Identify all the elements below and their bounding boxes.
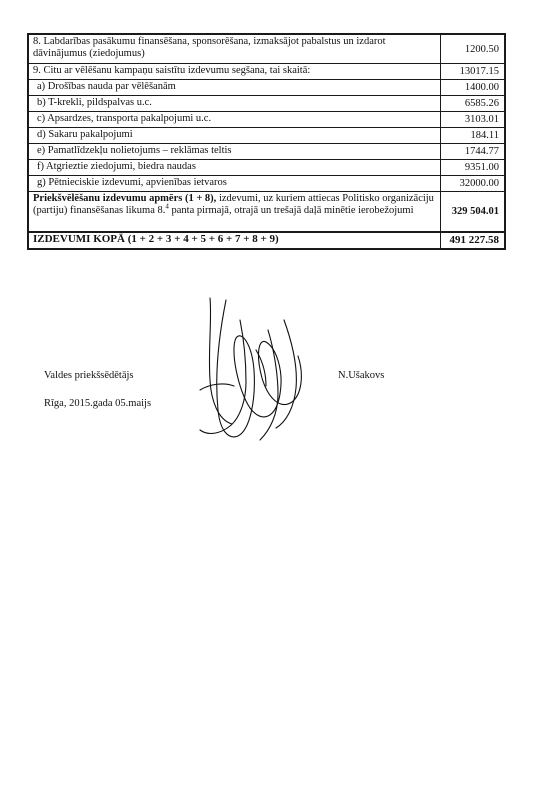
row-label: d) Sakaru pakalpojumi bbox=[29, 128, 441, 143]
row-value: 1400.00 bbox=[464, 82, 499, 94]
row-value: 32000.00 bbox=[459, 178, 499, 190]
row-label: e) Pamatlīdzekļu nolietojums – reklāmas teltis bbox=[29, 144, 441, 159]
row-label: 9. Citu ar vēlēšanu kampaņu saistītu izdevumu segšana, tai skaitā: bbox=[29, 64, 441, 79]
signer-name: N.Ušakovs bbox=[338, 370, 385, 381]
table-row bbox=[29, 63, 504, 79]
row-label: b) T-krekli, pildspalvas u.c. bbox=[29, 96, 441, 111]
table-row bbox=[29, 175, 504, 191]
row-value: 9351.00 bbox=[464, 162, 499, 174]
table-row bbox=[29, 111, 504, 127]
row-label: g) Pētnieciskie izdevumi, apvienības ietvaros bbox=[29, 176, 441, 191]
total-row bbox=[29, 231, 504, 248]
pre-election-value: 329 504.01 bbox=[451, 206, 499, 218]
signer-position: Valdes priekšsēdētājs bbox=[44, 370, 134, 381]
pre-election-label-part1: izdevumi, uz kuriem attiecas Politisko organizāciju (partiju) finansēšanas likuma 8. bbox=[33, 193, 434, 216]
total-value: 491 227.58 bbox=[449, 234, 499, 247]
handwritten-signature bbox=[180, 290, 330, 450]
table-row bbox=[29, 79, 504, 95]
expenses-table bbox=[27, 33, 506, 250]
pre-election-row bbox=[29, 191, 504, 231]
row-label: f) Atgrieztie ziedojumi, biedra naudas bbox=[29, 160, 441, 175]
table-row bbox=[29, 95, 504, 111]
row-label: c) Apsardzes, transporta pakalpojumi u.c. bbox=[29, 112, 441, 127]
row-value: 1744.77 bbox=[464, 146, 499, 158]
pre-election-label-sup: 4 bbox=[165, 202, 169, 210]
table-row bbox=[29, 159, 504, 175]
row-value: 6585.26 bbox=[464, 98, 499, 110]
row-value: 13017.15 bbox=[459, 66, 499, 78]
row-value: 3103.01 bbox=[464, 114, 499, 126]
table-row bbox=[29, 127, 504, 143]
table-row bbox=[29, 35, 504, 63]
pre-election-label-bold: Priekšvēlēšanu izdevumu apmērs (1 + 8), bbox=[33, 193, 217, 204]
row-value: 184.11 bbox=[470, 130, 499, 142]
pre-election-label-part2: panta pirmajā, otrajā un trešajā daļā minētie ierobežojumi bbox=[168, 204, 414, 216]
table-row bbox=[29, 143, 504, 159]
row-value: 1200.50 bbox=[464, 43, 499, 55]
total-label: IZDEVUMI KOPĀ (1 + 2 + 3 + 4 + 5 + 6 + 7 + 8 + 9) bbox=[29, 233, 441, 248]
pre-election-label bbox=[29, 192, 441, 231]
row-label: 8. Labdarības pasākumu finansēšana, sponsorēšana, izmaksājot pabalstus un izdarot dāvinājumus (ziedojumus) bbox=[29, 35, 441, 63]
row-label: a) Drošības nauda par vēlēšanām bbox=[29, 80, 441, 95]
place-date: Rīga, 2015.gada 05.maijs bbox=[44, 398, 152, 409]
